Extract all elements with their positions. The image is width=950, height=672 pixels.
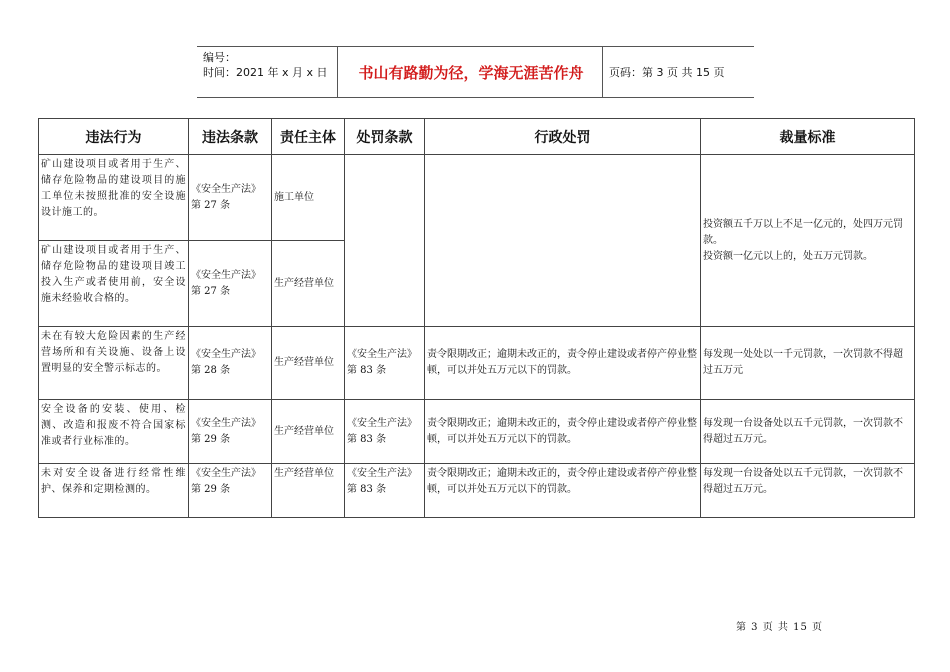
penalty-cell: 责令限期改正；逾期未改正的，责令停止建设或者停产停业整顿，可以并处五万元以下的罚款。 (425, 400, 701, 464)
clause-cell: 《安全生产法》第 29 条 (189, 400, 272, 464)
penalty-cell (425, 155, 701, 327)
clause-cell: 《安全生产法》第 28 条 (189, 327, 272, 400)
header-meta (203, 50, 328, 80)
column-header: 行政处罚 (425, 119, 701, 155)
penalty-cell: 责令限期改正；逾期未改正的，责令停止建设或者停产停业整顿，可以并处五万元以下的罚款。 (425, 327, 701, 400)
standard-line: 投资额五千万以上不足一亿元的，处四万元罚款。 (703, 218, 903, 246)
number-label: 编号： (203, 51, 236, 64)
column-header: 违法条款 (189, 119, 272, 155)
page-header (197, 46, 754, 98)
behavior-cell: 矿山建设项目或者用于生产、储存危险物品的建设项目竣工投入生产或者使用前，安全设施未经验收合格的。 (39, 241, 189, 327)
time-label: 时间：2021 年 x 月 x 日 (203, 66, 328, 79)
table-header-row (39, 119, 915, 155)
subject-cell: 生产经营单位 (272, 327, 345, 400)
standard-cell: 每发现一处处以一千元罚款，一次罚款不得超过五万元 (701, 327, 915, 400)
header-page-number: 页码：第 3 页 共 15 页 (609, 66, 725, 79)
table-row (39, 464, 915, 518)
penalty-clause-cell: 《安全生产法》第 83 条 (345, 327, 425, 400)
column-header: 处罚条款 (345, 119, 425, 155)
standard-cell (701, 155, 915, 327)
column-header: 裁量标准 (701, 119, 915, 155)
table-row (39, 327, 915, 400)
subject-cell: 生产经营单位 (272, 464, 345, 518)
clause-cell: 《安全生产法》第 27 条 (189, 241, 272, 327)
behavior-cell: 未在有较大危险因素的生产经营场所和有关设施、设备上设置明显的安全警示标志的。 (39, 327, 189, 400)
penalty-table (38, 118, 915, 518)
clause-cell: 《安全生产法》第 29 条 (189, 464, 272, 518)
subject-cell: 生产经营单位 (272, 241, 345, 327)
header-divider (602, 47, 603, 97)
table-row (39, 400, 915, 464)
header-motto: 书山有路勤为径，学海无涯苦作舟 (358, 63, 584, 82)
clause-cell: 《安全生产法》第 27 条 (189, 155, 272, 241)
penalty-clause-cell (345, 155, 425, 327)
column-header: 违法行为 (39, 119, 189, 155)
subject-cell: 施工单位 (272, 155, 345, 241)
column-header: 责任主体 (272, 119, 345, 155)
penalty-clause-cell: 《安全生产法》第 83 条 (345, 400, 425, 464)
subject-cell: 生产经营单位 (272, 400, 345, 464)
header-divider (337, 47, 338, 97)
behavior-cell: 安全设备的安装、使用、检测、改造和报废不符合国家标准或者行业标准的。 (39, 400, 189, 464)
table-row (39, 155, 915, 241)
penalty-cell: 责令限期改正；逾期未改正的，责令停止建设或者停产停业整顿，可以并处五万元以下的罚款。 (425, 464, 701, 518)
page-footer: 第 3 页 共 15 页 (736, 622, 823, 633)
behavior-cell: 矿山建设项目或者用于生产、储存危险物品的建设项目的施工单位未按照批准的安全设施设计施工的。 (39, 155, 189, 241)
standard-line: 投资额一亿元以上的，处五万元罚款。 (703, 250, 873, 262)
penalty-clause-cell: 《安全生产法》第 83 条 (345, 464, 425, 518)
behavior-cell: 未对安全设备进行经常性维护、保养和定期检测的。 (39, 464, 189, 518)
standard-cell: 每发现一台设备处以五千元罚款，一次罚款不得超过五万元。 (701, 464, 915, 518)
standard-cell: 每发现一台设备处以五千元罚款，一次罚款不得超过五万元。 (701, 400, 915, 464)
